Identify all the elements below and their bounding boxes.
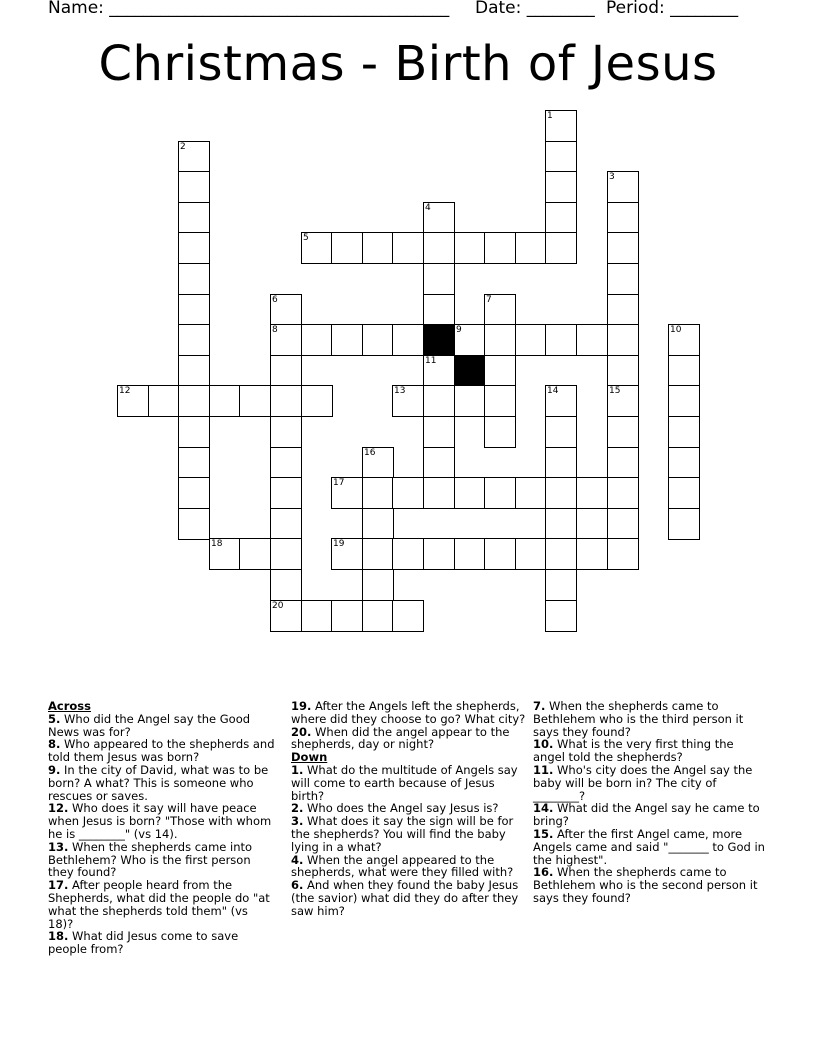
- clue-number: 11: [425, 356, 437, 366]
- grid-cell[interactable]: [239, 385, 271, 417]
- grid-cell[interactable]: [607, 508, 639, 540]
- down-clue: [533, 828, 769, 866]
- clue-num: 16.: [533, 865, 554, 880]
- grid-cell[interactable]: [454, 477, 486, 509]
- grid-cell[interactable]: [607, 171, 639, 203]
- clue-text: What do the multitude of Angels say will come to earth because of Jesus birth?: [291, 762, 518, 803]
- grid-cell[interactable]: [178, 324, 210, 356]
- across-clue: [291, 726, 527, 752]
- clue-number: 9: [456, 325, 462, 335]
- grid-cell[interactable]: [362, 600, 394, 632]
- clues-column-3: [533, 700, 769, 905]
- clue-num: 20.: [291, 724, 312, 739]
- grid-cell[interactable]: [515, 324, 547, 356]
- grid-cell[interactable]: [454, 324, 486, 356]
- grid-cell[interactable]: [607, 355, 639, 387]
- grid-cell[interactable]: [545, 324, 577, 356]
- grid-cell[interactable]: [392, 385, 424, 417]
- grid-cell[interactable]: [545, 416, 577, 448]
- grid-cell[interactable]: [209, 385, 241, 417]
- clue-number: 2: [180, 142, 186, 152]
- grid-cell[interactable]: [178, 416, 210, 448]
- grid-cell[interactable]: [545, 447, 577, 479]
- clue-num: 10.: [533, 737, 554, 752]
- down-clue: [533, 700, 769, 738]
- clue-text: After the first Angel came, more Angels came and said "_______ to God in the highest".: [533, 826, 765, 867]
- clue-text: What does it say the sign will be for the shepherds? You will find the baby lying in a what?: [291, 814, 514, 854]
- grid-cell[interactable]: [545, 202, 577, 234]
- clue-text: In the city of David, what was to be born? A what? This is someone who rescues or saves.: [48, 762, 269, 803]
- grid-cell[interactable]: [484, 538, 516, 570]
- clue-number: 16: [364, 448, 376, 458]
- grid-cell[interactable]: [331, 324, 363, 356]
- grid-cell[interactable]: [545, 477, 577, 509]
- grid-cell[interactable]: [668, 477, 700, 509]
- grid-cell[interactable]: [607, 447, 639, 479]
- clue-number: 17: [333, 478, 345, 488]
- clue-number: 20: [272, 601, 284, 611]
- grid-cell[interactable]: [392, 600, 424, 632]
- down-clue: [291, 815, 527, 853]
- grid-cell[interactable]: [209, 538, 241, 570]
- clue-num: 3.: [291, 814, 304, 829]
- grid-cell[interactable]: [423, 232, 455, 264]
- clue-number: 10: [670, 325, 682, 335]
- grid-cell[interactable]: [331, 477, 363, 509]
- clue-text: Who's city does the Angel say the baby will be born in? The city of ________?: [533, 762, 753, 803]
- clues-column-1: [48, 700, 276, 956]
- grid-cell[interactable]: [454, 232, 486, 264]
- grid-cell[interactable]: [270, 508, 302, 540]
- down-clue: [533, 802, 769, 828]
- clue-text: Who appeared to the shepherds and told them Jesus was born?: [48, 737, 275, 765]
- grid-cell[interactable]: [545, 600, 577, 632]
- grid-cell[interactable]: [270, 385, 302, 417]
- grid-cell[interactable]: [392, 538, 424, 570]
- grid-cell[interactable]: [668, 324, 700, 356]
- grid-cell[interactable]: [239, 538, 271, 570]
- down-heading: Down: [291, 750, 328, 765]
- clue-num: 13.: [48, 839, 69, 854]
- grid-cell[interactable]: [545, 538, 577, 570]
- grid-cell[interactable]: [515, 538, 547, 570]
- page-title: Christmas - Birth of Jesus: [98, 36, 718, 92]
- grid-cell[interactable]: [178, 355, 210, 387]
- across-clue: [291, 700, 527, 726]
- grid-cell[interactable]: [178, 263, 210, 295]
- grid-cell[interactable]: [545, 569, 577, 601]
- grid-cell[interactable]: [423, 294, 455, 326]
- clue-number: 14: [547, 386, 559, 396]
- grid-cell[interactable]: [607, 324, 639, 356]
- clue-num: 19.: [291, 699, 312, 713]
- black-cell: [423, 324, 455, 356]
- grid-cell[interactable]: [545, 141, 577, 173]
- grid-cell[interactable]: [270, 324, 302, 356]
- across-clue: [48, 764, 276, 802]
- grid-cell[interactable]: [331, 538, 363, 570]
- grid-cell[interactable]: [301, 600, 333, 632]
- grid-cell[interactable]: [668, 355, 700, 387]
- grid-cell[interactable]: [331, 232, 363, 264]
- grid-cell[interactable]: [515, 477, 547, 509]
- grid-cell[interactable]: [270, 569, 302, 601]
- grid-cell[interactable]: [545, 232, 577, 264]
- clue-num: 1.: [291, 762, 304, 777]
- across-clue: [48, 879, 276, 930]
- grid-cell[interactable]: [362, 508, 394, 540]
- clue-num: 6.: [291, 878, 304, 893]
- clue-text: What did the Angel say he came to bring?: [533, 801, 760, 829]
- grid-cell[interactable]: [270, 294, 302, 326]
- grid-cell[interactable]: [607, 202, 639, 234]
- grid-cell[interactable]: [392, 477, 424, 509]
- grid-cell[interactable]: [607, 385, 639, 417]
- grid-cell[interactable]: [484, 232, 516, 264]
- grid-cell[interactable]: [484, 324, 516, 356]
- down-clue: [533, 738, 769, 764]
- grid-cell[interactable]: [545, 508, 577, 540]
- clue-number: 19: [333, 539, 345, 549]
- across-clue: [48, 738, 276, 764]
- clues-column-2: [291, 700, 527, 918]
- grid-cell[interactable]: [362, 232, 394, 264]
- clue-number: 12: [119, 386, 131, 396]
- clue-num: 5.: [48, 711, 61, 726]
- grid-cell[interactable]: [178, 508, 210, 540]
- grid-cell[interactable]: [484, 355, 516, 387]
- clue-text: When the shepherds came into Bethlehem? Who is the first person they found?: [48, 839, 253, 880]
- grid-cell[interactable]: [545, 171, 577, 203]
- grid-cell[interactable]: [423, 263, 455, 295]
- clue-num: 9.: [48, 762, 61, 777]
- grid-cell[interactable]: [362, 324, 394, 356]
- clue-number: 5: [303, 233, 309, 243]
- across-heading: Across: [48, 699, 91, 713]
- clue-number: 13: [394, 386, 406, 396]
- name-field-label[interactable]: Name: ________________________________________: [48, 0, 450, 18]
- grid-cell[interactable]: [362, 477, 394, 509]
- grid-cell[interactable]: [178, 447, 210, 479]
- clue-text: When did the angel appear to the shepherds, day or night?: [291, 724, 510, 752]
- grid-cell[interactable]: [178, 477, 210, 509]
- clue-num: 12.: [48, 801, 69, 816]
- grid-cell[interactable]: [423, 447, 455, 479]
- grid-cell[interactable]: [270, 416, 302, 448]
- clue-number: 4: [425, 203, 431, 213]
- grid-cell[interactable]: [148, 385, 180, 417]
- period-field-label[interactable]: Period: ________: [606, 0, 739, 18]
- clue-text: After the Angels left the shepherds, where did they choose to go? What city?: [291, 699, 526, 726]
- grid-cell[interactable]: [576, 538, 608, 570]
- clue-text: And when they found the baby Jesus (the savior) what did they do after they saw him?: [291, 878, 519, 918]
- down-clue: [291, 879, 527, 917]
- clue-text: When the shepherds came to Bethlehem who is the third person it says they found?: [533, 699, 744, 739]
- grid-cell[interactable]: [270, 477, 302, 509]
- grid-cell[interactable]: [270, 447, 302, 479]
- grid-cell[interactable]: [454, 385, 486, 417]
- down-clue: [533, 764, 769, 802]
- clue-number: 3: [609, 172, 615, 182]
- grid-cell[interactable]: [515, 232, 547, 264]
- grid-cell[interactable]: [178, 232, 210, 264]
- clue-number: 8: [272, 325, 278, 335]
- grid-cell[interactable]: [423, 202, 455, 234]
- down-clue: [291, 854, 527, 880]
- grid-cell[interactable]: [545, 385, 577, 417]
- grid-cell[interactable]: [392, 232, 424, 264]
- clue-text: When the angel appeared to the shepherds, what were they filled with?: [291, 852, 514, 880]
- grid-cell[interactable]: [607, 294, 639, 326]
- grid-cell[interactable]: [576, 477, 608, 509]
- grid-cell[interactable]: [423, 538, 455, 570]
- grid-cell[interactable]: [178, 202, 210, 234]
- grid-cell[interactable]: [178, 294, 210, 326]
- clue-num: 2.: [291, 801, 304, 816]
- clue-text: What is the very first thing the angel told the shepherds?: [533, 737, 734, 765]
- grid-cell[interactable]: [423, 416, 455, 448]
- grid-cell[interactable]: [178, 141, 210, 173]
- grid-cell[interactable]: [668, 508, 700, 540]
- clue-num: 7.: [533, 699, 546, 713]
- grid-cell[interactable]: [607, 538, 639, 570]
- clue-num: 8.: [48, 737, 61, 752]
- grid-cell[interactable]: [454, 538, 486, 570]
- grid-cell[interactable]: [607, 232, 639, 264]
- clue-text: What did Jesus come to save people from?: [48, 929, 239, 957]
- grid-cell[interactable]: [301, 385, 333, 417]
- grid-cell[interactable]: [270, 538, 302, 570]
- grid-cell[interactable]: [668, 385, 700, 417]
- clue-num: 11.: [533, 762, 554, 777]
- clue-number: 18: [211, 539, 223, 549]
- across-clue: [48, 802, 276, 840]
- grid-cell[interactable]: [668, 447, 700, 479]
- grid-cell[interactable]: [270, 355, 302, 387]
- clue-num: 14.: [533, 801, 554, 816]
- grid-cell[interactable]: [484, 416, 516, 448]
- grid-cell[interactable]: [423, 477, 455, 509]
- grid-cell[interactable]: [607, 477, 639, 509]
- grid-cell[interactable]: [607, 416, 639, 448]
- down-clue: [533, 866, 769, 904]
- black-cell: [454, 355, 486, 387]
- grid-cell[interactable]: [362, 538, 394, 570]
- grid-cell[interactable]: [576, 324, 608, 356]
- clue-text: After people heard from the Shepherds, what did the people do "at what the shepherds told them" (vs 18)?: [48, 878, 270, 931]
- grid-cell[interactable]: [423, 385, 455, 417]
- grid-cell[interactable]: [423, 355, 455, 387]
- grid-cell[interactable]: [362, 569, 394, 601]
- grid-cell[interactable]: [545, 110, 577, 142]
- grid-cell[interactable]: [178, 171, 210, 203]
- clue-text: Who does it say will have peace when Jesus is born? "Those with whom he is ________" (vs 14).: [48, 801, 272, 841]
- clue-text: Who did the Angel say the Good News was for?: [48, 711, 251, 739]
- grid-cell[interactable]: [270, 600, 302, 632]
- clue-text: When the shepherds came to Bethlehem who is the second person it says they found?: [533, 865, 758, 905]
- grid-cell[interactable]: [607, 263, 639, 295]
- clue-number: 6: [272, 295, 278, 305]
- grid-cell[interactable]: [178, 385, 210, 417]
- date-field-label[interactable]: Date: ________: [475, 0, 595, 18]
- grid-cell[interactable]: [484, 477, 516, 509]
- grid-cell[interactable]: [362, 447, 394, 479]
- clue-text: Who does the Angel say Jesus is?: [303, 801, 499, 816]
- grid-cell[interactable]: [484, 385, 516, 417]
- across-clue: [48, 841, 276, 879]
- grid-cell[interactable]: [301, 324, 333, 356]
- grid-cell[interactable]: [331, 600, 363, 632]
- clue-num: 18.: [48, 929, 69, 944]
- across-clue: [48, 930, 276, 956]
- grid-cell[interactable]: [301, 232, 333, 264]
- clue-num: 15.: [533, 826, 554, 841]
- clue-number: 7: [486, 295, 492, 305]
- clue-num: 4.: [291, 852, 304, 867]
- grid-cell[interactable]: [668, 416, 700, 448]
- clue-number: 1: [547, 111, 553, 121]
- grid-cell[interactable]: [117, 385, 149, 417]
- clue-num: 17.: [48, 878, 69, 893]
- down-clue: [291, 764, 527, 802]
- grid-cell[interactable]: [392, 324, 424, 356]
- across-clue: [48, 713, 276, 739]
- clue-number: 15: [609, 386, 621, 396]
- grid-cell[interactable]: [484, 294, 516, 326]
